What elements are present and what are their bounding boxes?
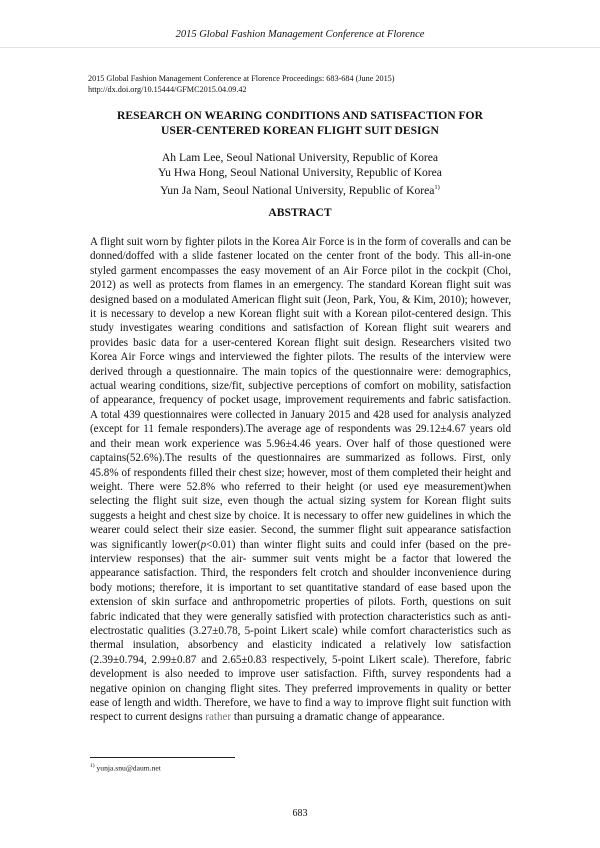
abstract-faint-word: rather [205,711,232,724]
title-line-2: USER-CENTERED KOREAN FLIGHT SUIT DESIGN [161,124,439,137]
abstract-body [90,235,511,725]
abstract-text-part-2: <0.01) than winter flight suits and could infer (based on the pre-interview responses) that the air- summer suit vents might be a factor that lowered the appearance satisfaction. Third, the responders felt crotch and shoulder inconvenience during body motions; therefore, it is important to set quantitative standard of ease based upon the extension of skin surface and anthropometric properties of pilots. Forth, questions on suit fabric indicated that they were generally satisfied with protection characteristics such as anti-electrostatic qualities (3.27±0.78, 5-point Likert scale) while comfort characteristics such as thermal insulation, absorbency and elasticity indicated a relatively low satisfaction (2.39±0.794, 2.99±0.87 and 2.65±0.83 respectively, 5-point Likert scale). Therefore, fabric development is also needed to improve user satisfaction. Fifth, survey respondents had a negative opinion on changing flight sites. They preferred improvements in quality or better ease of length and width. Therefore, we have to find a way to improve flight suit function with respect to current designs [90,538,512,724]
abstract-text-part-1: A flight suit worn by fighter pilots in the Korea Air Force is in the form of coveralls and can be donned/doffed with a slide fastener located on the center front of the body. This all-in-one styled garment encompasses the easy movement of an Air Force pilot in the cockpit (Choi, 2012) as well as protects from flames in an emergency. The standard Korean flight suit was designed based on a modulated American flight suit (Jeon, Park, You, & Kim, 2010); however, it is necessary to develop a new Korean flight suit with a Korean pilot-centered design. This study investigates wearing conditions and satisfaction of Korean flight suit wearers and provides basic data for a user-centered Korean flight suit design. Researchers visited two Korea Air Force wings and interviewed the fighter pilots. The results of the interview were derived through a questionnaire. The main topics of the questionnaire were: demographics, actual wearing conditions, size/fit, subjective perceptions of comfort on mobility, satisfaction of appearance, frequency of pocket usage, improvement requirements and fabric satisfaction. A total 439 questionnaires were collected in January 2015 and 428 used for analysis analyzed (except for 11 female responders).The average age of respondents was 29.12±4.67 years old and their mean work experience was 5.96±4.46 years. Over half of those questioned were captains(52.6%).The results of the questionnaires are summarized as follows. First, only 45.8% of respondents filled their chest size; however, most of them completed their height and weight. There were 52.8% who referred to their height (or used eye measurement)when selecting the flight suit size, even though the actual sizing system for Korean flight suits suggests a height and chest size by choice. It is necessary to offer new guidelines in which the wearer could select their size easier. Second, the summer flight suit appearance satisfaction was significantly lower( [90,236,511,551]
author-2: Yu Hwa Hong, Seoul National University, Republic of Korea [158,166,442,179]
running-header: 2015 Global Fashion Management Conference at Florence [175,29,425,40]
footnote-mark: 1) [90,763,95,769]
abstract-heading: ABSTRACT [268,206,332,219]
author-list [88,150,512,198]
title-line-1: RESEARCH ON WEARING CONDITIONS AND SATISFACTION FOR [117,109,483,122]
header-divider [0,47,600,48]
footnote [90,763,161,773]
doi-link[interactable]: http://dx.doi.org/10.15444/GFMC2015.04.09.42 [88,85,247,94]
author-footnote-mark: 1) [434,184,440,191]
author-1: Ah Lam Lee, Seoul National University, Republic of Korea [161,151,439,164]
page-number: 683 [292,808,308,819]
proceedings-info [88,73,395,95]
proceedings-citation: 2015 Global Fashion Management Conference at Florence Proceedings: 683-684 (June 2015) [88,74,395,83]
paper-title [88,108,512,138]
abstract-text-part-3: than pursuing a dramatic change of appearance. [231,711,445,724]
author-3-text: Yun Ja Nam, Seoul National University, Republic of Korea [160,183,435,197]
footnote-email[interactable]: yunja.snu@daum.net [96,763,161,773]
author-3 [88,180,512,198]
footnote-divider [90,757,235,758]
p-value-symbol: p [200,538,207,551]
